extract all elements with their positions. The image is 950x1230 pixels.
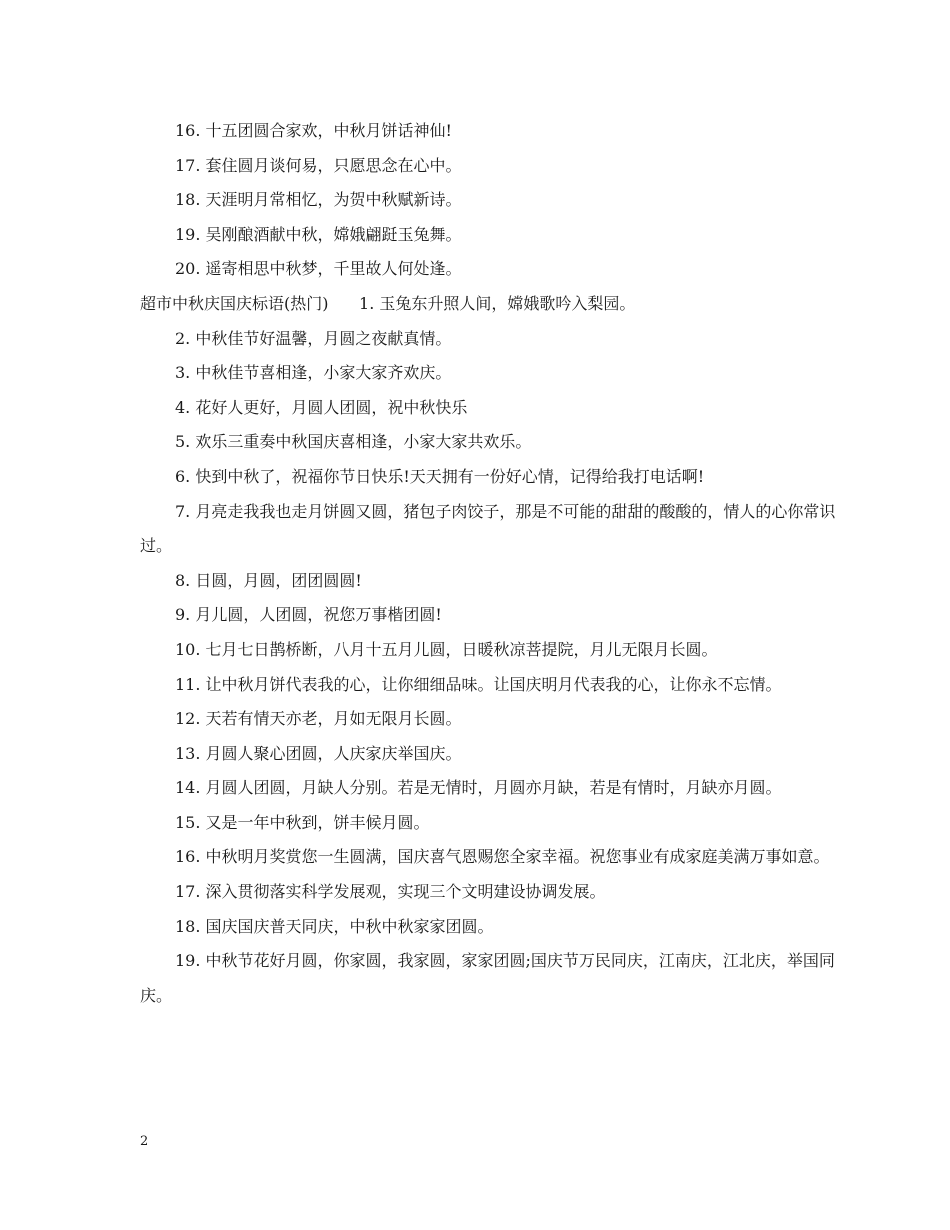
- list-item: 10. 七月七日鹊桥断，八月十五月儿圆，日暖秋凉菩提院，月儿无限月长圆。: [175, 639, 718, 659]
- list-item: 11. 让中秋月饼代表我的心，让你细细品味。让国庆明月代表我的心，让你永不忘情。: [175, 674, 782, 694]
- list-item: 6. 快到中秋了，祝福你节日快乐!天天拥有一份好心情，记得给我打电话啊!: [175, 466, 705, 486]
- list-item: 1. 玉兔东升照人间，嫦娥歌吟入梨园。: [359, 293, 636, 313]
- list-item: 2. 中秋佳节好温馨，月圆之夜献真情。: [175, 328, 452, 348]
- list-item: 3. 中秋佳节喜相逢，小家大家齐欢庆。: [175, 363, 452, 383]
- list-item: 17. 深入贯彻落实科学发展观，实现三个文明建设协调发展。: [175, 882, 606, 902]
- list-item: 18. 国庆国庆普天同庆，中秋中秋家家团圆。: [175, 916, 494, 936]
- section-heading: 超市中秋庆国庆标语(热门): [140, 293, 329, 313]
- list-item: 5. 欢乐三重奏中秋国庆喜相逢，小家大家共欢乐。: [175, 432, 532, 452]
- list-item: 14. 月圆人团圆，月缺人分别。若是无情时，月圆亦月缺，若是有情时，月缺亦月圆。: [175, 778, 782, 798]
- list-item: 9. 月儿圆，人团圆，祝您万事楷团圆!: [175, 605, 442, 625]
- list-item: 8. 日圆，月圆，团团圆圆!: [175, 570, 362, 590]
- list-item: 7. 月亮走我我也走月饼圆又圆，猪包子肉饺子，那是不可能的甜甜的酸酸的，情人的心你常识过。: [140, 501, 836, 556]
- page-number: 2: [140, 1134, 149, 1149]
- list-item: 16. 中秋明月奖赏您一生圆满，国庆喜气恩赐您全家幸福。祝您事业有成家庭美满万事如意。: [175, 847, 830, 867]
- section-heading-line: [140, 287, 840, 322]
- list-item: 19. 吴刚酿酒献中秋，嫦娥翩跹玉兔舞。: [175, 224, 462, 244]
- list-item: 15. 又是一年中秋到，饼丰候月圆。: [175, 812, 430, 832]
- list-item: 12. 天若有情天亦老，月如无限月长圆。: [175, 709, 462, 729]
- document-body: [140, 114, 840, 1013]
- list-item: 4. 花好人更好，月圆人团圆，祝中秋快乐: [175, 397, 468, 417]
- list-item: 16. 十五团圆合家欢，中秋月饼话神仙!: [175, 121, 452, 140]
- list-item: 18. 天涯明月常相忆，为贺中秋赋新诗。: [175, 190, 462, 210]
- list-item: 19. 中秋节花好月圆，你家圆，我家圆，家家团圆;国庆节万民同庆，江南庆，江北庆，举国同庆。: [140, 951, 835, 1005]
- list-item: 13. 月圆人聚心团圆，人庆家庆举国庆。: [175, 743, 462, 763]
- list-item: 20. 遥寄相思中秋梦，千里故人何处逢。: [175, 259, 462, 279]
- list-item: 17. 套住圆月谈何易，只愿思念在心中。: [175, 155, 462, 175]
- heading-spacer: [329, 294, 360, 313]
